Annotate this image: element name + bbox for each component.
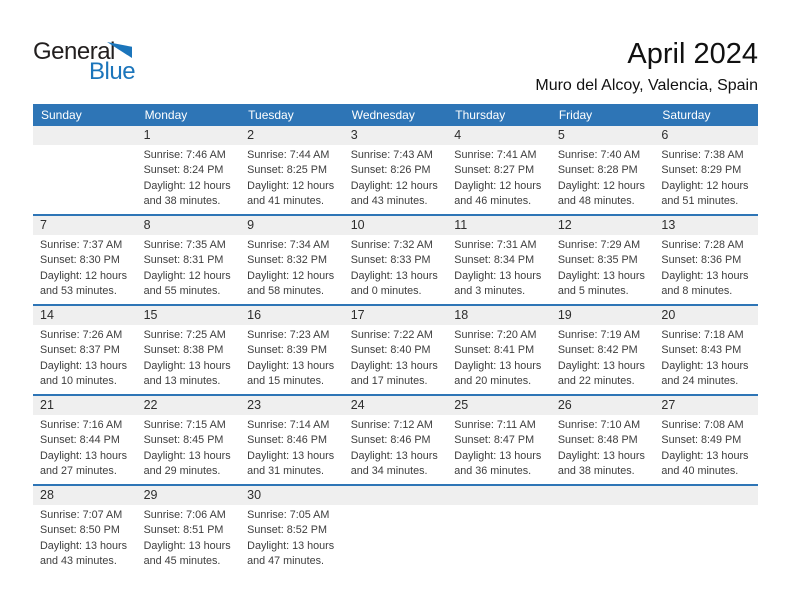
logo-text-general: General	[33, 38, 115, 65]
day-sunset: Sunset: 8:34 PM	[454, 254, 535, 267]
day-daylight-line2: and 45 minutes.	[143, 554, 221, 567]
day-sunrise: Sunrise: 7:37 AM	[40, 239, 123, 251]
day-number: 12	[551, 216, 655, 235]
day-daylight-line1: Daylight: 13 hours	[557, 359, 645, 372]
day-cell	[344, 396, 448, 484]
day-daylight-line2: and 43 minutes.	[40, 554, 117, 567]
day-details	[654, 235, 758, 299]
day-sunset: Sunset: 8:46 PM	[350, 434, 431, 447]
day-daylight-line1: Daylight: 12 hours	[143, 179, 231, 192]
day-sunset: Sunset: 8:45 PM	[143, 434, 224, 447]
day-daylight-line1: Daylight: 12 hours	[247, 269, 335, 282]
day-daylight-line2: and 15 minutes.	[247, 374, 324, 387]
day-cell	[654, 126, 758, 214]
day-sunrise: Sunrise: 7:05 AM	[247, 509, 330, 521]
weeks-container	[33, 126, 758, 574]
day-sunrise: Sunrise: 7:35 AM	[143, 239, 226, 251]
day-sunrise: Sunrise: 7:08 AM	[661, 419, 744, 431]
day-daylight-line1: Daylight: 13 hours	[454, 269, 542, 282]
day-daylight-line2: and 47 minutes.	[247, 554, 324, 567]
day-number: 7	[33, 216, 137, 235]
day-sunrise: Sunrise: 7:18 AM	[661, 329, 744, 341]
day-details	[137, 235, 241, 299]
day-number: 14	[33, 306, 137, 325]
day-cell	[137, 306, 241, 394]
day-details	[654, 415, 758, 479]
day-daylight-line1: Daylight: 13 hours	[143, 359, 231, 372]
day-details	[447, 145, 551, 209]
day-sunset: Sunset: 8:50 PM	[40, 524, 120, 537]
day-sunset: Sunset: 8:38 PM	[143, 344, 224, 357]
day-daylight-line2: and 40 minutes.	[661, 464, 739, 477]
day-daylight-line1: Daylight: 12 hours	[40, 269, 128, 282]
day-number: 18	[447, 306, 551, 325]
day-cell	[447, 396, 551, 484]
day-number: 5	[551, 126, 655, 145]
day-daylight-line1: Daylight: 13 hours	[661, 359, 749, 372]
day-details	[344, 325, 448, 389]
day-details	[447, 505, 551, 508]
day-sunset: Sunset: 8:30 PM	[40, 254, 120, 267]
day-sunrise: Sunrise: 7:07 AM	[40, 509, 123, 521]
day-number	[344, 486, 448, 505]
day-details	[447, 235, 551, 299]
day-details	[240, 415, 344, 479]
day-sunrise: Sunrise: 7:41 AM	[454, 149, 537, 161]
day-daylight-line2: and 38 minutes.	[557, 464, 635, 477]
day-daylight-line2: and 5 minutes.	[557, 284, 629, 297]
day-details	[137, 145, 241, 209]
day-daylight-line2: and 51 minutes.	[661, 194, 739, 207]
day-sunset: Sunset: 8:40 PM	[350, 344, 431, 357]
day-sunrise: Sunrise: 7:29 AM	[557, 239, 641, 251]
day-details	[33, 325, 137, 389]
day-daylight-line1: Daylight: 12 hours	[454, 179, 542, 192]
day-sunrise: Sunrise: 7:25 AM	[143, 329, 226, 341]
day-daylight-line1: Daylight: 13 hours	[454, 359, 542, 372]
day-daylight-line2: and 27 minutes.	[40, 464, 117, 477]
day-daylight-line1: Daylight: 12 hours	[247, 179, 335, 192]
day-sunrise: Sunrise: 7:38 AM	[661, 149, 744, 161]
day-cell	[654, 396, 758, 484]
week-row	[33, 394, 758, 484]
weekday-header-friday: Friday	[558, 108, 593, 122]
day-sunset: Sunset: 8:47 PM	[454, 434, 535, 447]
logo-text-blue: Blue	[89, 58, 136, 85]
day-sunset: Sunset: 8:51 PM	[143, 524, 224, 537]
day-daylight-line2: and 29 minutes.	[143, 464, 221, 477]
day-daylight-line1: Daylight: 13 hours	[350, 359, 438, 372]
day-details	[137, 415, 241, 479]
day-sunset: Sunset: 8:48 PM	[557, 434, 638, 447]
day-sunrise: Sunrise: 7:40 AM	[557, 149, 641, 161]
day-details	[240, 325, 344, 389]
day-sunset: Sunset: 8:24 PM	[143, 164, 224, 177]
day-number: 11	[447, 216, 551, 235]
day-number: 3	[344, 126, 448, 145]
day-daylight-line1: Daylight: 13 hours	[143, 539, 231, 552]
day-sunrise: Sunrise: 7:06 AM	[143, 509, 226, 521]
day-details	[240, 145, 344, 209]
day-details	[551, 325, 655, 389]
day-daylight-line2: and 3 minutes.	[454, 284, 526, 297]
day-details	[137, 325, 241, 389]
day-number: 17	[344, 306, 448, 325]
day-daylight-line1: Daylight: 13 hours	[40, 359, 128, 372]
day-details	[344, 415, 448, 479]
day-sunrise: Sunrise: 7:15 AM	[143, 419, 226, 431]
day-number	[654, 486, 758, 505]
day-cell	[33, 306, 137, 394]
day-number: 4	[447, 126, 551, 145]
day-cell	[654, 306, 758, 394]
week-row	[33, 484, 758, 574]
day-number: 13	[654, 216, 758, 235]
day-sunrise: Sunrise: 7:44 AM	[247, 149, 330, 161]
day-number	[447, 486, 551, 505]
day-daylight-line1: Daylight: 13 hours	[247, 449, 335, 462]
day-cell	[447, 306, 551, 394]
day-sunrise: Sunrise: 7:26 AM	[40, 329, 123, 341]
day-sunrise: Sunrise: 7:12 AM	[350, 419, 433, 431]
day-daylight-line1: Daylight: 12 hours	[143, 269, 231, 282]
day-daylight-line2: and 53 minutes.	[40, 284, 117, 297]
day-cell	[240, 486, 344, 574]
day-daylight-line2: and 20 minutes.	[454, 374, 532, 387]
day-daylight-line2: and 10 minutes.	[40, 374, 117, 387]
day-daylight-line1: Daylight: 13 hours	[40, 449, 128, 462]
day-number: 29	[137, 486, 241, 505]
day-details	[447, 325, 551, 389]
day-cell	[447, 126, 551, 214]
day-daylight-line1: Daylight: 12 hours	[661, 179, 749, 192]
day-details	[137, 505, 241, 569]
day-sunrise: Sunrise: 7:19 AM	[557, 329, 641, 341]
day-number: 22	[137, 396, 241, 415]
day-number: 23	[240, 396, 344, 415]
day-daylight-line1: Daylight: 13 hours	[247, 539, 335, 552]
day-sunset: Sunset: 8:43 PM	[661, 344, 742, 357]
page-subtitle: Muro del Alcoy, Valencia, Spain	[535, 77, 758, 94]
day-sunrise: Sunrise: 7:31 AM	[454, 239, 537, 251]
day-cell	[344, 126, 448, 214]
day-cell	[654, 216, 758, 304]
day-sunset: Sunset: 8:29 PM	[661, 164, 742, 177]
day-sunrise: Sunrise: 7:11 AM	[454, 419, 536, 431]
day-details	[654, 505, 758, 508]
day-sunrise: Sunrise: 7:34 AM	[247, 239, 330, 251]
day-daylight-line2: and 46 minutes.	[454, 194, 532, 207]
general-blue-logo	[33, 40, 163, 86]
day-number: 8	[137, 216, 241, 235]
day-number: 19	[551, 306, 655, 325]
day-sunrise: Sunrise: 7:10 AM	[557, 419, 641, 431]
day-sunset: Sunset: 8:44 PM	[40, 434, 120, 447]
day-details	[33, 145, 137, 148]
day-number	[33, 126, 137, 145]
day-details	[551, 235, 655, 299]
day-details	[33, 415, 137, 479]
day-daylight-line2: and 34 minutes.	[350, 464, 428, 477]
day-sunset: Sunset: 8:33 PM	[350, 254, 431, 267]
week-row	[33, 304, 758, 394]
day-details	[240, 235, 344, 299]
day-details	[551, 505, 655, 508]
day-details	[654, 145, 758, 209]
day-number: 1	[137, 126, 241, 145]
week-row	[33, 214, 758, 304]
day-details	[654, 325, 758, 389]
day-sunset: Sunset: 8:49 PM	[661, 434, 742, 447]
empty-day-cell	[654, 486, 758, 574]
day-sunset: Sunset: 8:32 PM	[247, 254, 327, 267]
day-daylight-line2: and 43 minutes.	[350, 194, 428, 207]
day-number: 24	[344, 396, 448, 415]
day-daylight-line2: and 41 minutes.	[247, 194, 324, 207]
day-cell	[551, 216, 655, 304]
calendar-table	[33, 104, 758, 574]
day-daylight-line2: and 17 minutes.	[350, 374, 428, 387]
day-number: 30	[240, 486, 344, 505]
day-sunset: Sunset: 8:31 PM	[143, 254, 224, 267]
empty-day-cell	[33, 126, 137, 214]
day-number: 9	[240, 216, 344, 235]
day-sunrise: Sunrise: 7:22 AM	[350, 329, 433, 341]
day-details	[344, 235, 448, 299]
day-cell	[240, 216, 344, 304]
day-details	[344, 505, 448, 508]
day-daylight-line2: and 31 minutes.	[247, 464, 324, 477]
day-daylight-line1: Daylight: 12 hours	[350, 179, 438, 192]
day-sunset: Sunset: 8:25 PM	[247, 164, 327, 177]
day-sunset: Sunset: 8:27 PM	[454, 164, 535, 177]
day-sunrise: Sunrise: 7:14 AM	[247, 419, 330, 431]
day-cell	[33, 396, 137, 484]
day-details	[240, 505, 344, 569]
weekday-header-row	[33, 104, 758, 126]
week-row	[33, 126, 758, 214]
day-sunrise: Sunrise: 7:32 AM	[350, 239, 433, 251]
day-daylight-line1: Daylight: 13 hours	[247, 359, 335, 372]
day-daylight-line1: Daylight: 13 hours	[454, 449, 542, 462]
day-sunset: Sunset: 8:52 PM	[247, 524, 327, 537]
day-cell	[33, 486, 137, 574]
day-daylight-line1: Daylight: 13 hours	[143, 449, 231, 462]
day-sunset: Sunset: 8:39 PM	[247, 344, 327, 357]
day-sunset: Sunset: 8:28 PM	[557, 164, 638, 177]
day-details	[33, 505, 137, 569]
day-cell	[240, 126, 344, 214]
day-daylight-line1: Daylight: 13 hours	[557, 449, 645, 462]
day-daylight-line2: and 24 minutes.	[661, 374, 739, 387]
day-details	[551, 415, 655, 479]
day-daylight-line2: and 38 minutes.	[143, 194, 221, 207]
day-cell	[137, 396, 241, 484]
day-sunrise: Sunrise: 7:46 AM	[143, 149, 226, 161]
weekday-header-tuesday: Tuesday	[248, 108, 294, 122]
day-cell	[344, 216, 448, 304]
empty-day-cell	[447, 486, 551, 574]
day-daylight-line1: Daylight: 13 hours	[661, 269, 749, 282]
day-cell	[33, 216, 137, 304]
day-number: 16	[240, 306, 344, 325]
day-sunset: Sunset: 8:35 PM	[557, 254, 638, 267]
day-details	[344, 145, 448, 209]
day-details	[551, 145, 655, 209]
day-daylight-line1: Daylight: 13 hours	[350, 449, 438, 462]
day-cell	[344, 306, 448, 394]
day-number: 10	[344, 216, 448, 235]
day-daylight-line1: Daylight: 13 hours	[661, 449, 749, 462]
day-sunset: Sunset: 8:37 PM	[40, 344, 120, 357]
day-sunset: Sunset: 8:46 PM	[247, 434, 327, 447]
day-cell	[551, 396, 655, 484]
day-number: 20	[654, 306, 758, 325]
day-daylight-line1: Daylight: 13 hours	[40, 539, 128, 552]
day-sunrise: Sunrise: 7:23 AM	[247, 329, 330, 341]
day-number: 27	[654, 396, 758, 415]
day-sunrise: Sunrise: 7:20 AM	[454, 329, 537, 341]
title-block	[535, 38, 758, 95]
day-cell	[240, 396, 344, 484]
day-number: 25	[447, 396, 551, 415]
day-number	[551, 486, 655, 505]
day-daylight-line2: and 55 minutes.	[143, 284, 221, 297]
day-number: 28	[33, 486, 137, 505]
day-daylight-line2: and 8 minutes.	[661, 284, 733, 297]
weekday-header-monday: Monday	[144, 108, 188, 122]
day-sunrise: Sunrise: 7:28 AM	[661, 239, 744, 251]
day-sunset: Sunset: 8:26 PM	[350, 164, 431, 177]
day-cell	[551, 306, 655, 394]
day-sunrise: Sunrise: 7:16 AM	[40, 419, 123, 431]
day-sunset: Sunset: 8:41 PM	[454, 344, 535, 357]
day-number: 26	[551, 396, 655, 415]
day-cell	[137, 486, 241, 574]
day-number: 15	[137, 306, 241, 325]
day-cell	[137, 126, 241, 214]
day-daylight-line2: and 58 minutes.	[247, 284, 324, 297]
day-number: 21	[33, 396, 137, 415]
day-number: 2	[240, 126, 344, 145]
day-cell	[137, 216, 241, 304]
weekday-header-thursday: Thursday	[455, 108, 506, 122]
day-daylight-line2: and 13 minutes.	[143, 374, 221, 387]
empty-day-cell	[344, 486, 448, 574]
day-sunset: Sunset: 8:42 PM	[557, 344, 638, 357]
day-daylight-line1: Daylight: 13 hours	[350, 269, 438, 282]
day-daylight-line1: Daylight: 12 hours	[557, 179, 645, 192]
weekday-header-sunday: Sunday	[41, 108, 82, 122]
empty-day-cell	[551, 486, 655, 574]
weekday-header-wednesday: Wednesday	[351, 108, 415, 122]
day-sunrise: Sunrise: 7:43 AM	[350, 149, 433, 161]
day-details	[447, 415, 551, 479]
day-details	[33, 235, 137, 299]
day-sunset: Sunset: 8:36 PM	[661, 254, 742, 267]
page-title: April 2024	[627, 38, 758, 70]
day-daylight-line2: and 22 minutes.	[557, 374, 635, 387]
day-cell	[551, 126, 655, 214]
day-daylight-line2: and 0 minutes.	[350, 284, 422, 297]
weekday-header-saturday: Saturday	[662, 108, 711, 122]
day-number: 6	[654, 126, 758, 145]
day-cell	[240, 306, 344, 394]
day-daylight-line1: Daylight: 13 hours	[557, 269, 645, 282]
day-cell	[447, 216, 551, 304]
day-daylight-line2: and 48 minutes.	[557, 194, 635, 207]
day-daylight-line2: and 36 minutes.	[454, 464, 532, 477]
